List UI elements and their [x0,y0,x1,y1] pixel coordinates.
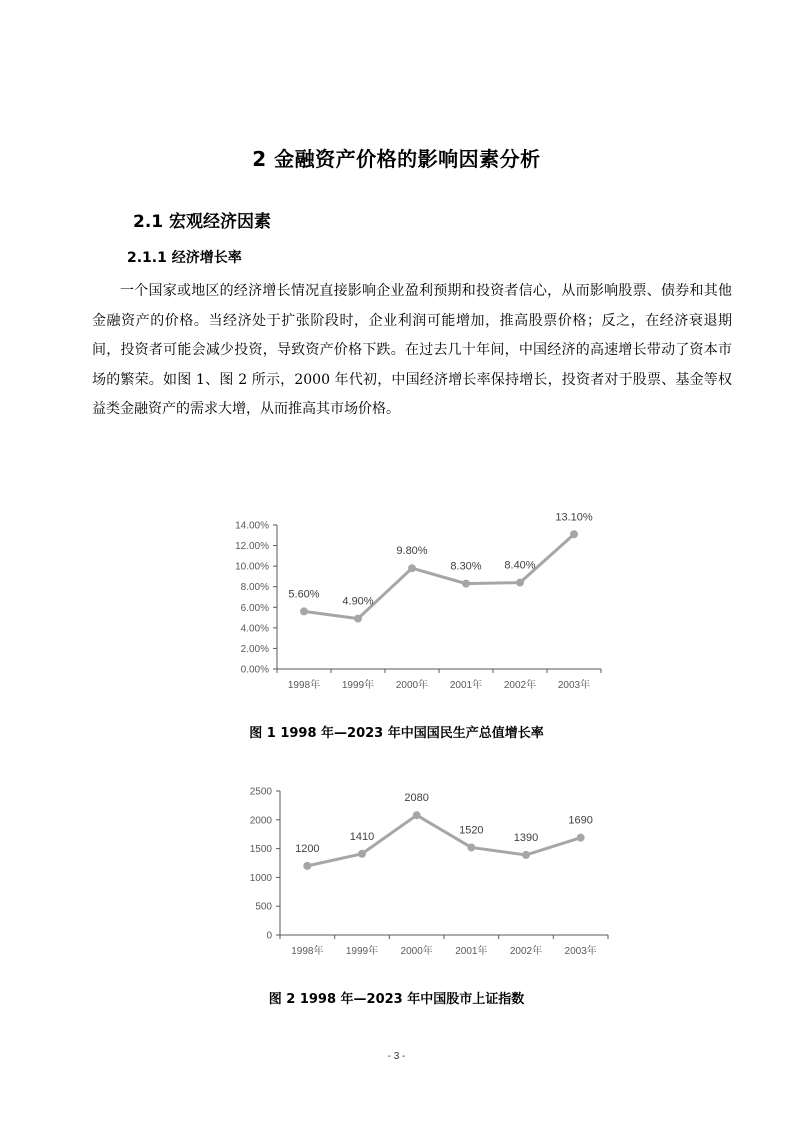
chart1-x-tick-label: 2000年 [395,680,429,691]
chart2-x-tick-label: 2002年 [509,946,543,957]
chart1-data-label: 4.90% [342,595,374,608]
chart2-data-label: 1390 [513,831,539,844]
chart1-data-label: 13.10% [555,511,593,524]
chart1-data-point [516,579,524,587]
chart1-data-label: 9.80% [396,545,428,558]
chart2-data-label: 1200 [295,842,320,855]
chart2-x-tick-label: 2000年 [400,946,433,957]
chart1-data-label: 8.30% [450,560,482,573]
section-title: 2.1 宏观经济因素 [133,212,272,232]
chart2-data-label: 1410 [349,830,375,843]
chart1-data-point [300,607,308,615]
chart2-y-tick-label: 1500 [249,844,272,856]
chart1-y-tick-label: 0.00% [240,664,269,676]
chart2-data-label: 2080 [404,792,429,805]
chart2-data-point [522,851,530,859]
chart2-x-tick-label: 2001年 [455,946,488,957]
figure-1-caption: 图 1 1998 年—2023 年中国国民生产总值增长率 [249,726,544,741]
subsection-title: 2.1.1 经济增长率 [127,250,242,266]
chart1-data-label: 5.60% [288,588,320,601]
chart2-data-point [358,850,366,858]
chart1-y-tick-label: 8.00% [240,582,269,594]
chart1-x-tick-label: 1998年 [287,680,321,691]
chart2-y-tick-label: 500 [255,901,272,913]
chart2-y-tick-label: 0 [266,930,272,942]
chart1-x-tick-label: 2002年 [503,680,537,691]
chapter-title: 2 金融资产价格的影响因素分析 [252,147,541,171]
chart2-y-tick-label: 1000 [249,872,272,884]
figure-2-caption: 图 2 1998 年—2023 年中国股市上证指数 [268,992,525,1007]
chart1-y-tick-label: 2.00% [240,643,269,655]
chart1-data-point [408,564,416,572]
chart2-series-line [307,815,580,866]
chart1-data-point [354,615,362,623]
chart2-data-point [413,811,421,819]
chart1-x-tick-label: 2003年 [557,680,591,691]
chart1-y-tick-label: 12.00% [235,541,269,553]
chart2-y-tick-label: 2500 [249,786,272,798]
chart2-data-point [577,834,585,842]
chart1-y-tick-label: 10.00% [235,561,269,573]
chart2-data-label: 1520 [459,824,484,837]
chart1-data-point [462,580,470,588]
chart1-y-tick-label: 6.00% [240,602,269,614]
chart2-data-label: 1690 [568,814,593,827]
page-number: - 3 - [387,1051,406,1062]
chart2-x-tick-label: 2003年 [564,946,597,957]
chart2-data-point [303,862,311,870]
chart1-x-tick-label: 2001年 [449,680,483,691]
chart2-x-tick-label: 1998年 [291,946,324,957]
chart2-y-tick-label: 2000 [249,815,272,827]
chart2-x-tick-label: 1999年 [345,946,379,957]
chart1-data-point [570,530,578,538]
chart1-y-tick-label: 4.00% [240,623,269,635]
chart1-y-tick-label: 14.00% [235,520,269,532]
paragraph-text: 一个国家或地区的经济增长情况直接影响企业盈利预期和投资者信心，从而影响股票、债券和其他金融资产的价格。当经济处于扩张阶段时，企业利润可能增加，推高股票价格；反之，在经济衰退期间，投资者可能会减少投资，导致资产价格下跌。在过去几十年间，中国经济的高速增长带动了资本市场的繁荣。如图 1、图 2 所示，2000 年代初，中国经济增长率保持增长，投资者对于股票、基金等权益类金融资产的需求大增，从而推高其市场价格。 [92,283,732,417]
chart1-x-tick-label: 1999年 [341,680,375,691]
chart2-data-point [467,843,475,851]
chart1-data-label: 8.40% [504,559,536,572]
